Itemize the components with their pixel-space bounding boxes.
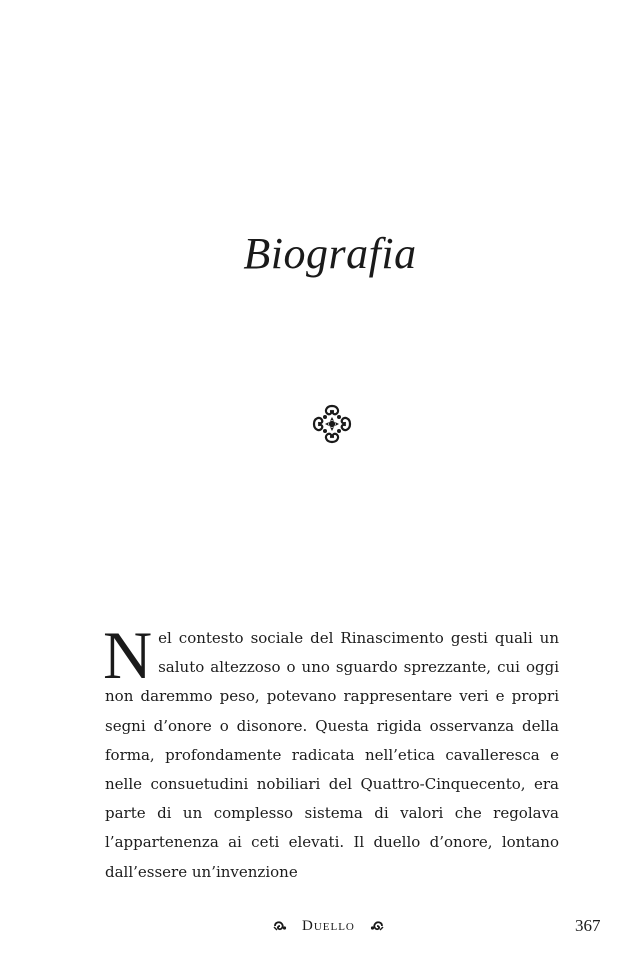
running-title: Duello	[302, 917, 355, 934]
page-footer	[0, 914, 636, 938]
floral-ornament-icon	[310, 402, 354, 446]
page-number: 367	[575, 916, 601, 935]
body-paragraph	[103, 617, 559, 887]
page-title: Biografia	[243, 229, 417, 278]
drop-cap: N	[103, 617, 153, 693]
running-head	[272, 914, 385, 938]
fleuron-icon	[272, 919, 288, 933]
fleuron-icon	[369, 919, 385, 933]
paragraph-text: el contesto sociale del Rinascimento gesti quali un saluto altezzoso o uno sguardo sprezzante, cui oggi non daremmo peso, potevano rappresentare veri e propri segni d’onore o disonore. Questa rigida osservanza della forma, profondamente radicata nell’etica cavalleresca e nelle consuetudini nobiliari del Quattro-Cinquecento, era parte di un complesso sistema di valori che regolava l’appartenenza ai ceti elevati. Il duello d’onore, lontano dall’essere un’invenzione	[105, 629, 559, 881]
